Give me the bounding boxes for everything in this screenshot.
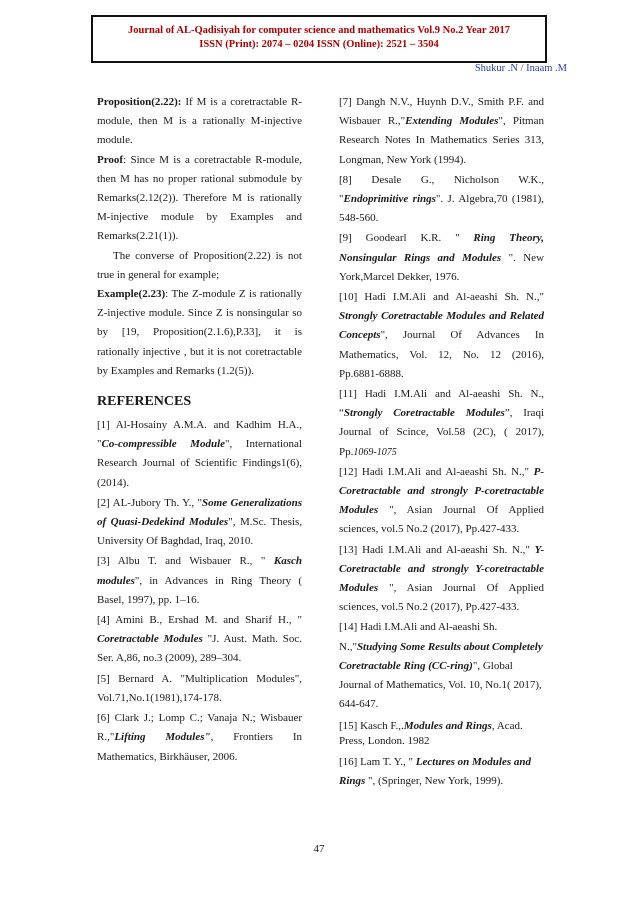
reference-item: [11] Hadi I.M.Ali and Al-aeashi Sh. N., “Strongly Coretractable Modules”, Iraqi Journal of Scince, Vol.58 (2C), ( 2017), Pp.1069-1075 bbox=[339, 388, 544, 458]
reference-item: [3] Albu T. and Wisbauer R., " Kasch modules", in Advances in Ring Theory ( Basel, 1997), pp. 1–16. bbox=[97, 555, 302, 606]
proof-text: : Since M is a coretractable R-module, then M has no proper rational submodule by Remarks(2.12(2)). Therefore M is rationally M-injective module by Examples and Remarks(2.21(1)). bbox=[97, 153, 302, 243]
reference-item: [8] Desale G., Nicholson W.K., "Endoprimitive rings". J. Algebra,70 (1981), 548-560. bbox=[339, 173, 544, 225]
proposition-label: Proposition(2.22): bbox=[97, 96, 182, 108]
reference-item: [4] Amini B., Ershad M. and Sharif H., " Coretractable Modules "J. Aust. Math. Soc. Ser. A,86, no.3 (2009), 289–304. bbox=[97, 614, 302, 665]
reference-item: [5] Bernard A. "Multiplication Modules", Vol.71,No.1(1981),174-178. bbox=[97, 672, 302, 704]
proposition-text: If M is a coretractable R-module, then M is a rationally M-injective module. bbox=[97, 96, 302, 147]
reference-item: [7] Dangh N.V., Huynh D.V., Smith P.F. and Wisbauer R.,"Extending Modules", Pitman Research Notes In Mathematics Series 313, Longman, New York (1994). bbox=[339, 96, 544, 166]
left-column bbox=[97, 93, 302, 768]
example-label: Example(2.23) bbox=[97, 288, 166, 301]
proposition-paragraph bbox=[97, 93, 302, 151]
reference-item: [6] Clark J.; Lomp C.; Vanaja N.; Wisbauer R.,"Lifting Modules", Frontiers In Mathematics, Birkhäuser, 2006. bbox=[97, 712, 302, 763]
reference-item: [2] AL-Jubory Th. Y., "Some Generalizations of Quasi-Dedekind Modules", M.Sc. Thesis, University Of Baghdad, Iraq, 2010. bbox=[97, 496, 302, 548]
journal-header-box bbox=[91, 15, 547, 63]
running-head-authors: Shukur .N / Inaam .M bbox=[474, 63, 567, 74]
reference-item: [1] Al-Hosainy A.M.A. and Kadhim H.A., "Co-compressible Module", International Research Journal of Scientific Findings1(6), (2014). bbox=[97, 419, 302, 489]
journal-title-line: Journal of AL-Qadisiyah for computer science and mathematics Vol.9 No.2 Year 2017 bbox=[128, 25, 510, 36]
reference-item: [10] Hadi I.M.Ali and Al-aeashi Sh. N.," Strongly Coretractable Modules and Related Concepts", Journal Of Advances In Mathematics, Vol. 12, No. 12 (2016), Pp.6881-6888. bbox=[339, 291, 544, 380]
example-paragraph bbox=[97, 285, 302, 381]
reference-item: [16] Lam T. Y., " Lectures on Modules and Rings ", (Springer, New York, 1999). bbox=[339, 755, 532, 787]
references-heading: REFERENCES bbox=[97, 394, 192, 410]
example-text: : The Z-module Z is rationally Z-injective module. Since Z is nonsingular so by [19, Proposition(2.1.6),P.33], it is rationally injective , but it is not coretractable by Examples and Remarks (1.2(5)). bbox=[97, 288, 302, 377]
converse-paragraph: The converse of Proposition(2.22) is not true in general for example; bbox=[97, 249, 302, 281]
proof-paragraph bbox=[97, 151, 302, 247]
reference-item: [9] Goodearl K.R. " Ring Theory, Nonsingular Rings and Modules ". New York,Marcel Dekker, 1976. bbox=[339, 232, 545, 283]
reference-item: [13] Hadi I.M.Ali and Al-aeashi Sh. N.," Y-Coretractable and strongly Y-coretractable Modules ", Asian Journal Of Applied sciences, vol.5 No.2 (2017), Pp.427-433. bbox=[339, 543, 544, 614]
right-column bbox=[339, 93, 544, 792]
reference-item: [15] Kasch F.,.Modules and Rings, Acad. Press, London. 1982 bbox=[339, 719, 523, 747]
reference-item: [14] Hadi I.M.Ali and Al-aeashi Sh. N.,"Studying Some Results about Completely Coretractable Ring (CC-ring)", Global Journal of Mathematics, Vol. 10, No.1( 2017), 644-647. bbox=[339, 621, 543, 711]
page-number: 47 bbox=[313, 843, 325, 855]
reference-item: [12] Hadi I.M.Ali and Al-aeashi Sh. N.," P-Coretractable and strongly P-coretractable Modules ", Asian Journal Of Applied sciences, vol.5 No.2 (2017), Pp.427-433. bbox=[339, 465, 544, 536]
proof-label: Proof bbox=[97, 153, 124, 166]
journal-issn-line: ISSN (Print): 2074 – 0204 ISSN (Online): 2521 – 3504 bbox=[199, 39, 439, 50]
